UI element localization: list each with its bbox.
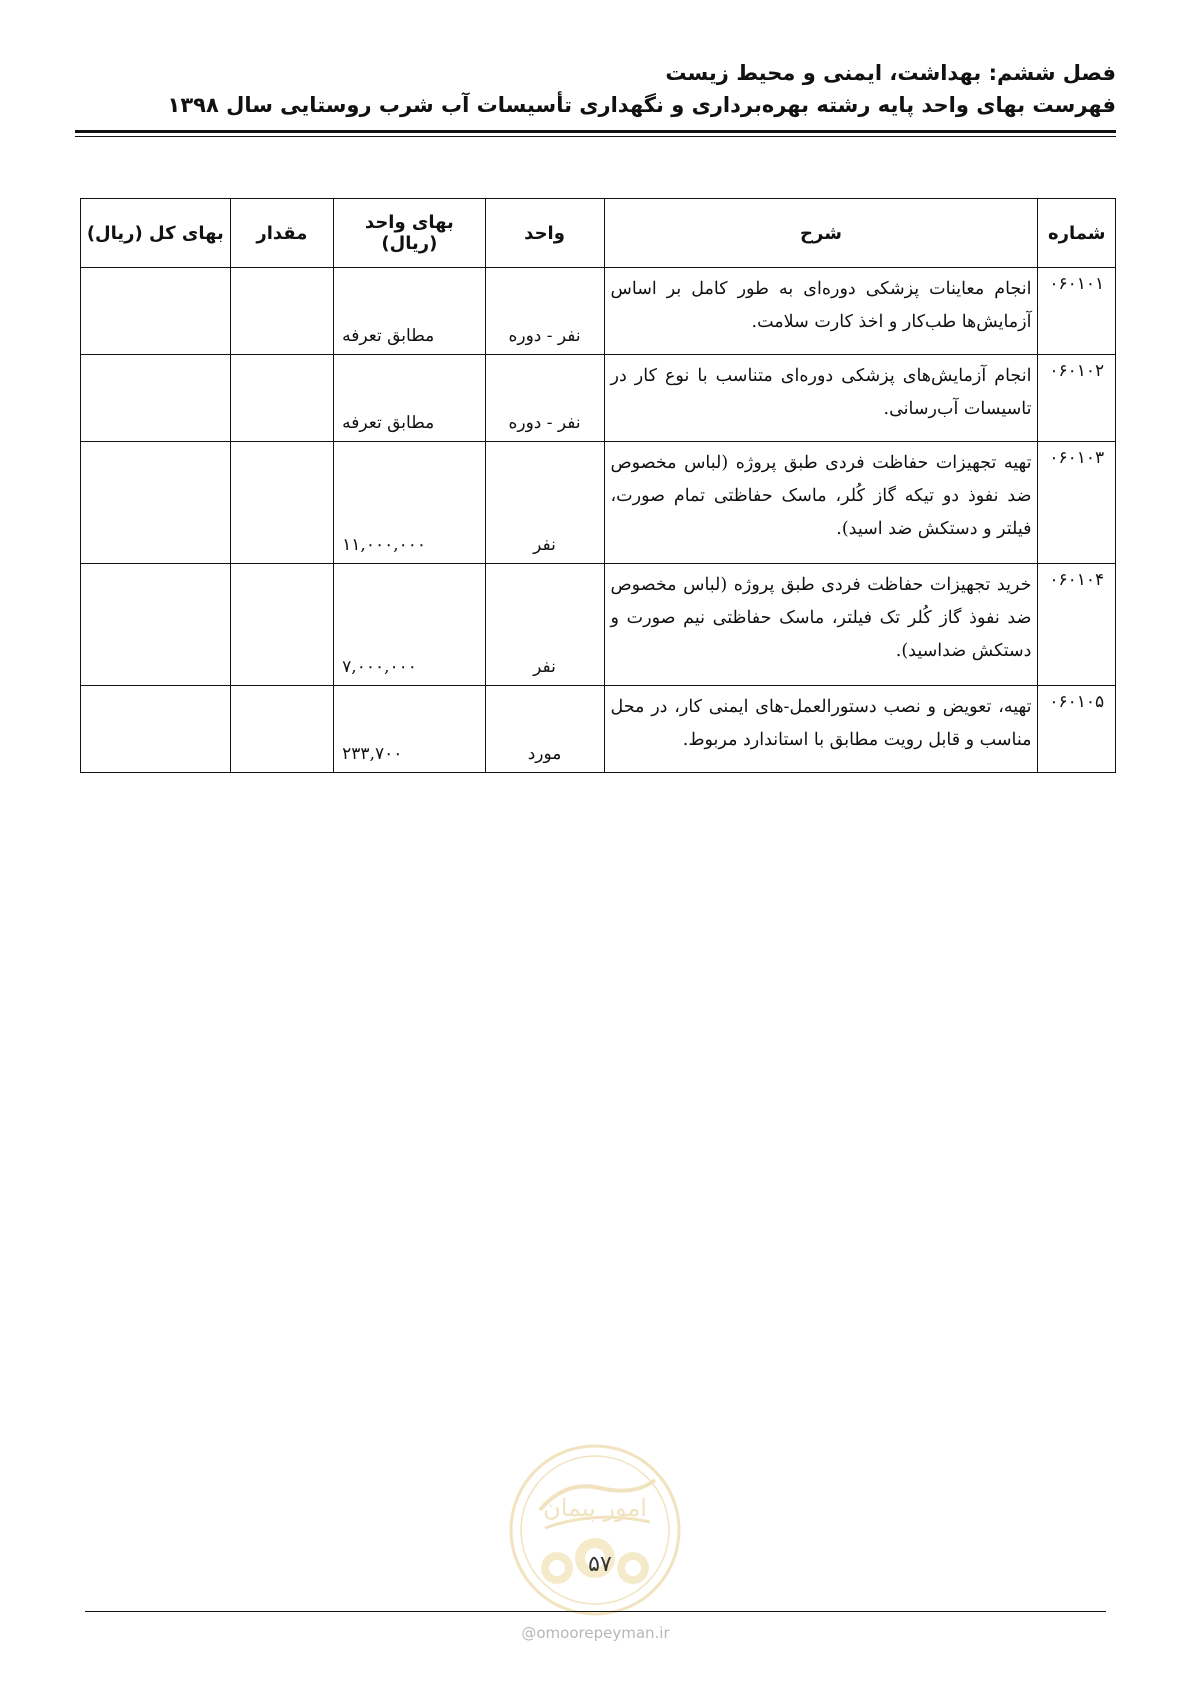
item-number: ۰۶۰۱۰۵: [1038, 686, 1116, 773]
item-unit-price: ۷,۰۰۰,۰۰۰: [334, 564, 485, 686]
item-unit: نفر - دوره: [485, 268, 604, 355]
item-description: خرید تجهیزات حفاظت فردی طبق پروژه (لباس مخصوص ضد نفوذ گاز کُلر تک فیلتر، ماسک حفاظتی نیم صورت و دستکش ضداسید).: [604, 564, 1038, 686]
column-header-description: شرح: [604, 199, 1038, 268]
watermark-text: امور پیمان: [543, 1494, 647, 1522]
table-header-row: [81, 199, 1116, 268]
header-rule-thin: [75, 136, 1116, 137]
item-number: ۰۶۰۱۰۳: [1038, 442, 1116, 564]
watermark-logo: [505, 1440, 685, 1620]
item-quantity: [230, 442, 334, 564]
item-description: تهیه تجهیزات حفاظت فردی طبق پروژه (لباس مخصوص ضد نفوذ دو تیکه گاز کُلر، ماسک حفاظتی تمام صورت، فیلتر و دستکش ضد اسید).: [604, 442, 1038, 564]
item-number: ۰۶۰۱۰۱: [1038, 268, 1116, 355]
item-description: انجام معاینات پزشکی دوره‌ای به طور کامل بر اساس آزمایش‌ها طب‌کار و اخذ کارت سلامت.: [604, 268, 1038, 355]
item-unit-price: مطابق تعرفه: [334, 268, 485, 355]
column-header-total: بهای کل (ریال): [81, 199, 231, 268]
item-total: [81, 355, 231, 442]
item-number: ۰۶۰۱۰۴: [1038, 564, 1116, 686]
footer-rule: [85, 1611, 1106, 1612]
item-unit-price: ۱۱,۰۰۰,۰۰۰: [334, 442, 485, 564]
table-row: [81, 442, 1116, 564]
item-total: [81, 442, 231, 564]
page-number: ۵۷: [588, 1552, 612, 1577]
item-unit: نفر - دوره: [485, 355, 604, 442]
website-watermark: @omoorepeyman.ir: [521, 1624, 670, 1642]
item-total: [81, 686, 231, 773]
table-row: [81, 268, 1116, 355]
chapter-title: فصل ششم: بهداشت، ایمنی و محیط زیست: [665, 61, 1116, 85]
document-title: فهرست بهای واحد پایه رشته بهره‌برداری و نگهداری تأسیسات آب شرب روستایی سال ۱۳۹۸: [167, 93, 1116, 117]
table-row: [81, 686, 1116, 773]
item-unit: نفر: [485, 442, 604, 564]
item-quantity: [230, 564, 334, 686]
item-quantity: [230, 355, 334, 442]
column-header-number: شماره: [1038, 199, 1116, 268]
item-total: [81, 268, 231, 355]
item-total: [81, 564, 231, 686]
item-unit: نفر: [485, 564, 604, 686]
item-unit-price: مطابق تعرفه: [334, 355, 485, 442]
header-rule-thick: [75, 130, 1116, 133]
item-unit-price: ۲۳۳,۷۰۰: [334, 686, 485, 773]
column-header-quantity: مقدار: [230, 199, 334, 268]
item-number: ۰۶۰۱۰۲: [1038, 355, 1116, 442]
column-header-unit: واحد: [485, 199, 604, 268]
column-header-unit-price: بهای واحد (ریال): [334, 199, 485, 268]
item-description: انجام آزمایش‌های پزشکی دوره‌ای متناسب با نوع کار در تاسیسات آب‌رسانی.: [604, 355, 1038, 442]
item-description: تهیه، تعویض و نصب دستورالعمل-های ایمنی کار، در محل مناسب و قابل رویت مطابق با استاندارد مربوط.: [604, 686, 1038, 773]
table-row: [81, 564, 1116, 686]
price-list-table: [80, 198, 1116, 773]
item-quantity: [230, 268, 334, 355]
page-header: [75, 58, 1116, 120]
table-row: [81, 355, 1116, 442]
item-unit: مورد: [485, 686, 604, 773]
item-quantity: [230, 686, 334, 773]
